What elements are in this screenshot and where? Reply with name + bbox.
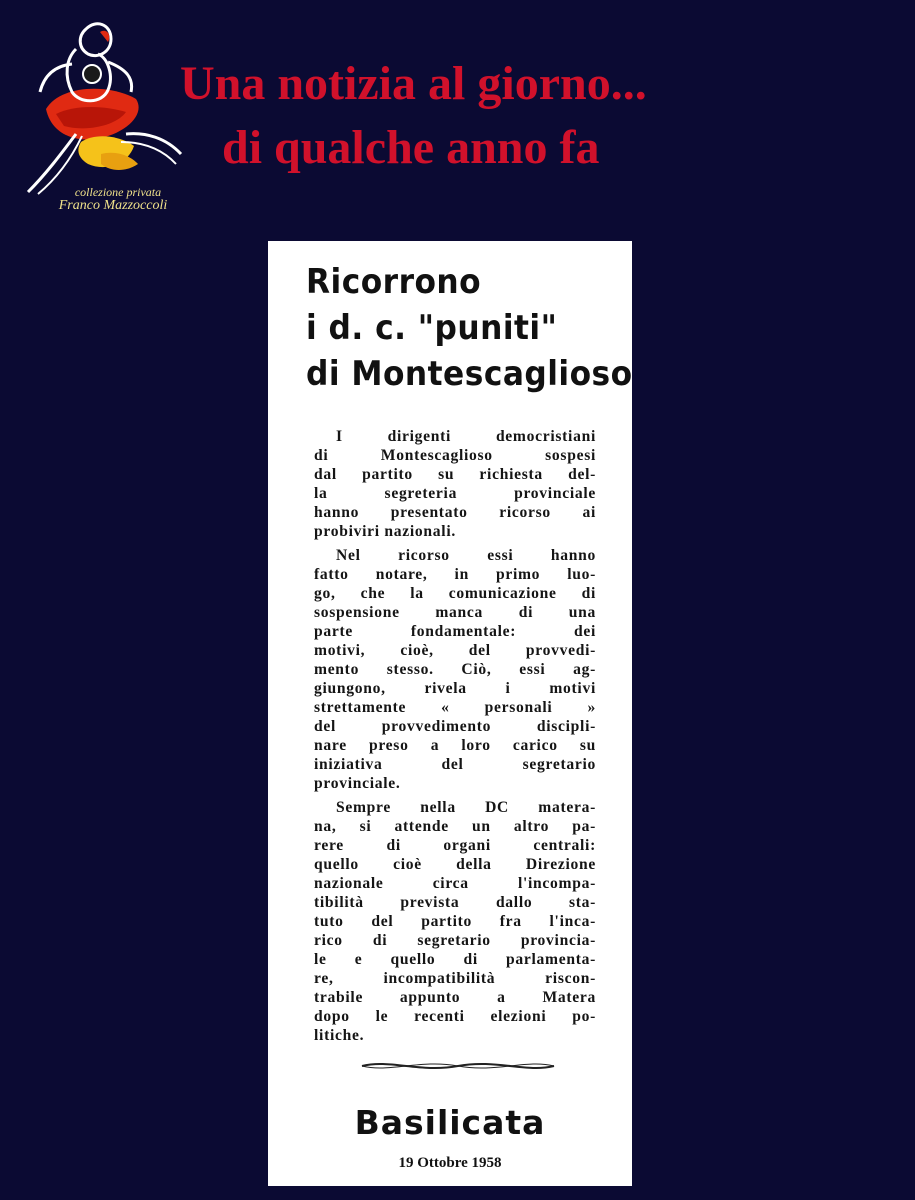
page-heading <box>180 52 647 180</box>
article-body <box>314 427 596 1050</box>
headline-line: Ricorrono <box>306 262 482 302</box>
newspaper-clipping <box>268 241 632 1186</box>
text-line: trabile appunto a Matera <box>314 989 596 1006</box>
text-line: parte fondamentale: dei <box>314 623 596 640</box>
article-paragraph <box>314 798 596 1045</box>
text-line: go, che la comunicazione di <box>314 585 596 602</box>
text-line: litiche. <box>314 1027 365 1044</box>
text-line: rico di segretario provincia- <box>314 932 596 949</box>
article-paragraph <box>314 427 596 541</box>
text-line: provinciale. <box>314 775 401 792</box>
publication-date: 19 Ottobre 1958 <box>398 1155 502 1171</box>
text-line: giungono, rivela i motivi <box>314 680 596 697</box>
text-line: dopo le recenti elezioni po- <box>314 1008 596 1025</box>
headline-line: di Montescaglioso <box>306 354 633 394</box>
logo-caption-line1: collezione privata <box>74 185 162 199</box>
text-line: di Montescaglioso sospesi <box>314 447 596 464</box>
text-line: tuto del partito fra l'inca- <box>314 913 596 930</box>
text-line: del provvedimento discipli- <box>314 718 596 735</box>
collection-logo <box>16 14 184 224</box>
ornamental-divider <box>360 1059 556 1073</box>
text-line: probiviri nazionali. <box>314 523 456 540</box>
text-line: mento stesso. Ciò, essi ag- <box>314 661 596 678</box>
text-line: la segreteria provinciale <box>314 485 596 502</box>
text-line: dal partito su richiesta del- <box>314 466 596 483</box>
headline-line: i d. c. "puniti" <box>306 308 558 348</box>
text-line: nazionale circa l'incompa- <box>314 875 596 892</box>
text-line: na, si attende un altro pa- <box>314 818 596 835</box>
article-paragraph <box>314 546 596 793</box>
text-line: rere di organi centrali: <box>314 837 596 854</box>
text-line: tibilità prevista dallo sta- <box>314 894 596 911</box>
text-line: sospensione manca di una <box>314 604 596 621</box>
logo-caption-line2: Franco Mazzoccoli <box>58 197 168 213</box>
text-line: nare preso a loro carico su <box>314 737 596 754</box>
publication-name: Basilicata <box>354 1103 546 1142</box>
text-line: quello cioè della Direzione <box>314 856 596 873</box>
text-line: I dirigenti democristiani <box>336 428 596 445</box>
heading-line1: Una notizia al giorno... <box>180 57 647 110</box>
text-line: fatto notare, in primo luo- <box>314 566 596 583</box>
text-line: hanno presentato ricorso ai <box>314 504 596 521</box>
heading-line2: di qualche anno fa <box>222 121 600 174</box>
text-line: motivi, cioè, del provvedi- <box>314 642 596 659</box>
text-line: le e quello di parlamenta- <box>314 951 596 968</box>
text-line: iniziativa del segretario <box>314 756 596 773</box>
text-line: strettamente « personali » <box>314 699 596 716</box>
logo-caption <box>38 186 188 213</box>
text-line: Nel ricorso essi hanno <box>336 547 596 564</box>
dancer-illustration <box>16 14 186 214</box>
text-line: Sempre nella DC matera- <box>336 799 596 816</box>
article-headline <box>306 259 633 397</box>
text-line: re, incompatibilità riscon- <box>314 970 596 987</box>
